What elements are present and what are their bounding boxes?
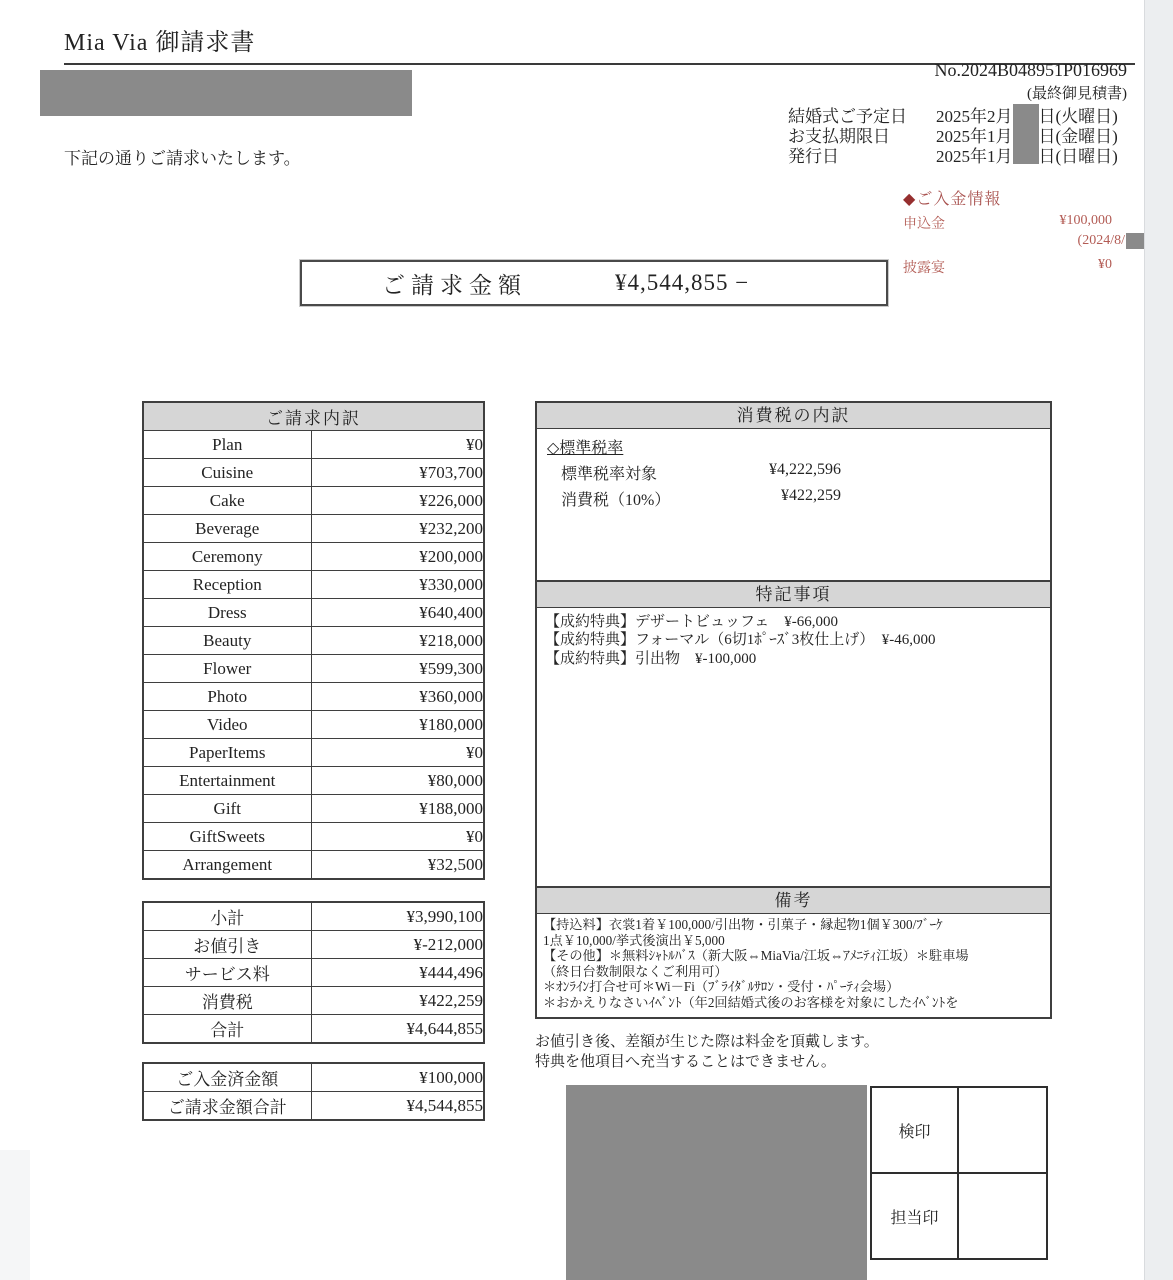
check-stamp-label: 検印: [871, 1087, 958, 1173]
item-value: ¥599,300: [311, 655, 484, 683]
item-label: Ceremony: [143, 543, 311, 571]
table-row: [143, 599, 484, 627]
redacted-due-day: [1013, 124, 1039, 144]
table-row: [143, 543, 484, 571]
table-row: [143, 515, 484, 543]
item-value: ¥0: [311, 739, 484, 767]
table-row: [143, 959, 484, 987]
tax-label: 消費税: [143, 987, 311, 1015]
document-meta: [934, 60, 1127, 103]
standard-rate-base-value: ¥4,222,596: [769, 461, 841, 478]
item-value: ¥703,700: [311, 459, 484, 487]
table-row: [143, 767, 484, 795]
subtotal-label: 小計: [143, 902, 311, 931]
table-row: [871, 1173, 1047, 1259]
tax-breakdown-body: [537, 429, 1050, 583]
staff-stamp-cell: [958, 1173, 1047, 1259]
breakdown-table-title: ご請求内訳: [143, 402, 484, 431]
remarks-line: （終日台数制限なくご利用可）: [543, 963, 728, 979]
table-row: [143, 1092, 484, 1121]
item-value: ¥232,200: [311, 515, 484, 543]
deposit-date-note: [903, 233, 1148, 249]
deposit-date-prefix: (2024/8/: [1077, 233, 1125, 248]
page-edge-right: [1144, 0, 1173, 1280]
table-row: [143, 571, 484, 599]
redacted-issue-day: [1013, 144, 1039, 164]
remarks-line: ＊ｵﾝﾗｲﾝ打合せ可＊Wi－Fi（ﾌﾞﾗｲﾀﾞﾙｻﾛﾝ・受付・ﾊﾟｰﾃｨ会場）: [543, 979, 900, 995]
issue-date-label: 発行日: [788, 146, 839, 166]
paid-amount-label: ご入金済金額: [143, 1063, 311, 1092]
special-notes-body: [537, 608, 1050, 888]
total-value: ¥4,644,855: [311, 1015, 484, 1044]
item-label: Gift: [143, 795, 311, 823]
table-row: [143, 823, 484, 851]
special-note-line: 【成約特典】フォーマル（6切1ﾎﾟｰｽﾞ3枚仕上げ） ¥-46,000: [545, 632, 936, 649]
item-value: ¥0: [311, 823, 484, 851]
item-label: Entertainment: [143, 767, 311, 795]
remarks-line: 【持込料】衣裳1着￥100,000/引出物・引菓子・縁起物1個￥300/ﾌﾞｰｹ: [543, 917, 943, 932]
table-row: [143, 683, 484, 711]
table-row: [143, 931, 484, 959]
footer-note-line: お値引き後、差額が生じた際は料金を頂戴します。: [535, 1034, 879, 1050]
due-date-suffix: 日(金曜日): [1038, 126, 1118, 146]
item-label: Beauty: [143, 627, 311, 655]
staff-stamp-label: 担当印: [871, 1173, 958, 1259]
discount-label: お値引き: [143, 931, 311, 959]
paid-table: [142, 1062, 485, 1121]
page-title: Mia Via 御請求書: [64, 22, 1135, 65]
standard-rate-heading: ◇標準税率: [547, 440, 624, 457]
issue-date-suffix: 日(日曜日): [1038, 146, 1118, 166]
remarks-box: [535, 886, 1052, 1019]
date-block: [788, 104, 1118, 164]
item-label: Flower: [143, 655, 311, 683]
wedding-date-prefix: 2025年2月: [936, 106, 1013, 126]
item-value: ¥80,000: [311, 767, 484, 795]
table-row: [143, 431, 484, 459]
redacted-signature-area: [566, 1085, 867, 1280]
deposit-row: [903, 213, 1148, 233]
table-row: [143, 739, 484, 767]
special-notes-title: 特記事項: [537, 582, 1050, 608]
item-value: ¥640,400: [311, 599, 484, 627]
special-note-line: 【成約特典】デザートビュッフェ ¥-66,000: [545, 614, 838, 630]
wedding-date-suffix: 日(火曜日): [1038, 106, 1118, 126]
payment-info-title: [903, 186, 1148, 209]
table-row: [143, 655, 484, 683]
deposit-value: ¥100,000: [1059, 213, 1112, 228]
table-row: [143, 487, 484, 515]
standard-rate-base-label: 標準税率対象: [561, 466, 658, 483]
table-row: [143, 902, 484, 931]
table-row: [143, 1063, 484, 1092]
item-value: ¥188,000: [311, 795, 484, 823]
reception-label: 披露宴: [903, 261, 945, 276]
item-label: Beverage: [143, 515, 311, 543]
issue-date-prefix: 2025年1月: [936, 146, 1013, 166]
remarks-title: 備考: [537, 888, 1050, 914]
payment-info: [903, 186, 1148, 277]
intro-text: 下記の通りご請求いたします。: [64, 149, 301, 168]
subtotal-value: ¥3,990,100: [311, 902, 484, 931]
payment-info-title-text: ご入金情報: [916, 191, 1002, 208]
table-row: [143, 851, 484, 880]
billing-total-value: ¥4,544,855: [311, 1092, 484, 1121]
remarks-line: ＊おかえりなさいｲﾍﾞﾝﾄ（年2回結婚式後のお客様を対象にしたｲﾍﾞﾝﾄを: [543, 994, 959, 1010]
special-note-line: 【成約特典】引出物 ¥-100,000: [545, 650, 757, 667]
wedding-date-label: 結婚式ご予定日: [788, 106, 907, 126]
item-label: PaperItems: [143, 739, 311, 767]
billing-amount-box: [300, 260, 888, 306]
billing-amount-label: ご請求金額: [382, 272, 527, 298]
total-label: 合計: [143, 1015, 311, 1044]
item-value: ¥0: [311, 431, 484, 459]
check-stamp-cell: [958, 1087, 1047, 1173]
footer-notes: [535, 1032, 879, 1073]
redacted-wedding-day: [1013, 104, 1039, 124]
item-value: ¥226,000: [311, 487, 484, 515]
item-label: Cuisine: [143, 459, 311, 487]
billing-amount-value: ¥4,544,855 −: [615, 270, 750, 295]
tax-breakdown-title: 消費税の内訳: [537, 403, 1050, 429]
tax-value: ¥422,259: [311, 987, 484, 1015]
item-label: Cake: [143, 487, 311, 515]
table-row: [143, 711, 484, 739]
remarks-line: 1点￥10,000/挙式後演出￥5,000: [543, 932, 725, 948]
item-label: Photo: [143, 683, 311, 711]
special-notes-box: [535, 580, 1052, 890]
item-label: Reception: [143, 571, 311, 599]
remarks-body: [537, 914, 1050, 1017]
redacted-customer-name: [40, 70, 412, 116]
item-value: ¥218,000: [311, 627, 484, 655]
standard-rate-base-row: [547, 461, 1040, 484]
due-date-label: お支払期限日: [788, 126, 890, 146]
remarks-line: 【その他】＊無料ｼｬﾄﾙﾊﾞｽ（新大阪⇔MiaVia/江坂⇔ｱﾒﾆﾃｨ江坂）＊駐車場: [543, 948, 969, 964]
item-value: ¥32,500: [311, 851, 484, 880]
consumption-tax-value: ¥422,259: [781, 487, 841, 504]
issue-date-row: [788, 144, 1118, 164]
invoice-number: No.2024B048951P016969: [934, 60, 1127, 80]
service-fee-label: サービス料: [143, 959, 311, 987]
discount-value: ¥-212,000: [311, 931, 484, 959]
page-edge-left: [0, 1150, 30, 1280]
table-row: [143, 795, 484, 823]
deposit-label: 申込金: [903, 217, 945, 232]
due-date-prefix: 2025年1月: [936, 126, 1013, 146]
table-row: [871, 1087, 1047, 1173]
table-row: [143, 1015, 484, 1044]
consumption-tax-label: 消費税（10%）: [561, 492, 671, 509]
totals-table: [142, 901, 485, 1044]
item-label: Dress: [143, 599, 311, 627]
diamond-icon: ◆: [903, 191, 917, 208]
paid-amount-value: ¥100,000: [311, 1063, 484, 1092]
billing-total-label: ご請求金額合計: [143, 1092, 311, 1121]
service-fee-value: ¥444,496: [311, 959, 484, 987]
table-row: [143, 459, 484, 487]
item-value: ¥180,000: [311, 711, 484, 739]
tax-breakdown-box: [535, 401, 1052, 585]
item-value: ¥200,000: [311, 543, 484, 571]
stamp-table: [870, 1086, 1048, 1260]
reception-value: ¥0: [1098, 257, 1112, 272]
table-row: [143, 987, 484, 1015]
item-value: ¥360,000: [311, 683, 484, 711]
breakdown-table: [142, 401, 485, 880]
item-label: Plan: [143, 431, 311, 459]
item-label: Arrangement: [143, 851, 311, 880]
footer-note-line: 特典を他項目へ充当することはできません。: [535, 1054, 836, 1071]
reception-row: [903, 257, 1148, 277]
item-value: ¥330,000: [311, 571, 484, 599]
document-type: (最終御見積書): [1027, 86, 1127, 102]
consumption-tax-row: [547, 487, 1040, 510]
table-row: [143, 627, 484, 655]
item-label: Video: [143, 711, 311, 739]
item-label: GiftSweets: [143, 823, 311, 851]
